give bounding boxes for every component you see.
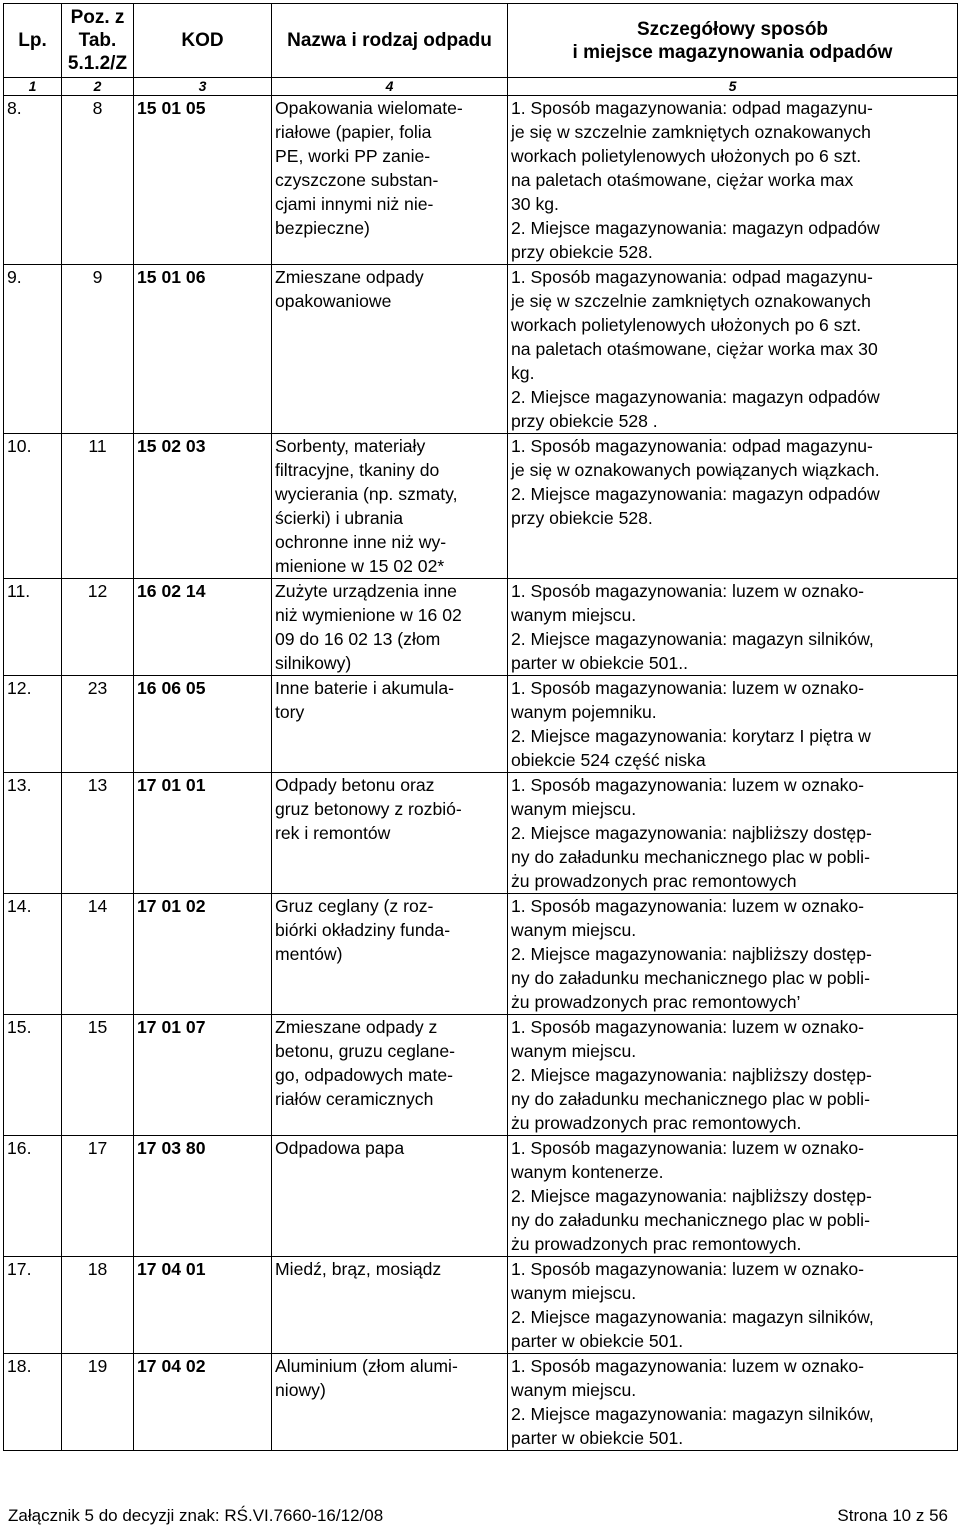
text-line: Inne baterie i akumula- xyxy=(275,678,454,698)
text-line: betonu, gruzu ceglane- xyxy=(275,1041,455,1061)
text-line: ny do załadunku mechanicznego plac w pobli- xyxy=(511,847,870,867)
text-line: je się w szczelnie zamkniętych oznakowanych xyxy=(511,291,871,311)
text-line: 2. Miejsce magazynowania: korytarz I piętra w xyxy=(511,726,871,746)
text-line: przy obiekcie 528 . xyxy=(511,411,658,431)
cell-waste-code: 15 01 05 xyxy=(134,96,272,265)
text-line: Odpady betonu oraz xyxy=(275,775,435,795)
column-number: 2 xyxy=(62,78,134,96)
text-line: wanym kontenerze. xyxy=(511,1162,664,1182)
table-row xyxy=(4,1015,958,1136)
text-line: parter w obiekcie 501. xyxy=(511,1428,684,1448)
text-line: 1. Sposób magazynowania: luzem w oznako- xyxy=(511,1138,865,1158)
text-line: wycierania (np. szmaty, xyxy=(275,484,458,504)
text-line: silnikowy) xyxy=(275,653,352,673)
text-line: 1. Sposób magazynowania: odpad magazynu- xyxy=(511,436,873,456)
cell-waste-code: 17 01 01 xyxy=(134,773,272,894)
text-line: 1. Sposób magazynowania: luzem w oznako- xyxy=(511,581,865,601)
cell-poz: 12 xyxy=(62,579,134,676)
text-line: cjami innymi niż nie- xyxy=(275,194,434,214)
cell-waste-name xyxy=(272,894,508,1015)
cell-lp: 14. xyxy=(4,894,62,1015)
footer-page-number: Strona 10 z 56 xyxy=(837,1506,948,1525)
table-row xyxy=(4,773,958,894)
cell-waste-name xyxy=(272,96,508,265)
cell-storage-method xyxy=(508,1136,958,1257)
column-number: 3 xyxy=(134,78,272,96)
cell-poz: 8 xyxy=(62,96,134,265)
text-line: Tab. xyxy=(78,30,117,51)
text-line: 2. Miejsce magazynowania: najbliższy dostęp- xyxy=(511,944,872,964)
text-line: żu prowadzonych prac remontowych. xyxy=(511,1234,802,1254)
text-line: wanym miejscu. xyxy=(511,605,637,625)
header-name: Nazwa i rodzaj odpadu xyxy=(272,4,508,78)
cell-storage-method xyxy=(508,579,958,676)
cell-poz: 14 xyxy=(62,894,134,1015)
cell-storage-method xyxy=(508,96,958,265)
table-row xyxy=(4,894,958,1015)
text-line: wanym miejscu. xyxy=(511,920,637,940)
table-row xyxy=(4,265,958,434)
text-line: 2. Miejsce magazynowania: magazyn odpadów xyxy=(511,387,880,407)
text-line: 09 do 16 02 13 (złom xyxy=(275,629,441,649)
cell-storage-method xyxy=(508,676,958,773)
cell-lp: 16. xyxy=(4,1136,62,1257)
text-line: 1. Sposób magazynowania: luzem w oznako- xyxy=(511,775,865,795)
text-line: ścierki) i ubrania xyxy=(275,508,404,528)
cell-lp: 18. xyxy=(4,1354,62,1451)
cell-waste-code: 17 01 02 xyxy=(134,894,272,1015)
column-number: 1 xyxy=(4,78,62,96)
cell-poz: 17 xyxy=(62,1136,134,1257)
text-line: 1. Sposób magazynowania: luzem w oznako- xyxy=(511,896,865,916)
cell-lp: 15. xyxy=(4,1015,62,1136)
cell-poz: 11 xyxy=(62,434,134,579)
text-line: workach polietylenowych ułożonych po 6 szt. xyxy=(511,315,862,335)
cell-poz: 9 xyxy=(62,265,134,434)
text-line: żu prowadzonych prac remontowych. xyxy=(511,1113,802,1133)
text-line: kg. xyxy=(511,363,535,383)
text-line: wanym miejscu. xyxy=(511,1283,637,1303)
table-row xyxy=(4,434,958,579)
text-line: 1. Sposób magazynowania: luzem w oznako- xyxy=(511,1017,865,1037)
cell-lp: 13. xyxy=(4,773,62,894)
text-line: gruz betonowy z rozbió- xyxy=(275,799,462,819)
table-header-row xyxy=(4,4,958,78)
text-line: wanym miejscu. xyxy=(511,799,637,819)
cell-lp: 12. xyxy=(4,676,62,773)
text-line: Gruz ceglany (z roz- xyxy=(275,896,434,916)
cell-waste-name xyxy=(272,434,508,579)
text-line: na paletach otaśmowane, ciężar worka max xyxy=(511,170,854,190)
text-line: 2. Miejsce magazynowania: magazyn odpadów xyxy=(511,484,880,504)
text-line: 5.1.2/Z xyxy=(67,53,128,74)
cell-poz: 18 xyxy=(62,1257,134,1354)
text-line: Sorbenty, materiały xyxy=(275,436,426,456)
header-poz xyxy=(62,4,134,78)
header-desc xyxy=(508,4,958,78)
table-row xyxy=(4,96,958,265)
text-line: parter w obiekcie 501. xyxy=(511,1331,684,1351)
text-line: i miejsce magazynowania odpadów xyxy=(572,41,893,63)
text-line: workach polietylenowych ułożonych po 6 szt. xyxy=(511,146,862,166)
cell-waste-name xyxy=(272,773,508,894)
table-row xyxy=(4,1257,958,1354)
text-line: Zużyte urządzenia inne xyxy=(275,581,457,601)
text-line: ny do załadunku mechanicznego plac w pobli- xyxy=(511,968,870,988)
text-line: filtracyjne, tkaniny do xyxy=(275,460,440,480)
cell-waste-code: 17 04 01 xyxy=(134,1257,272,1354)
column-number: 4 xyxy=(272,78,508,96)
cell-waste-code: 16 02 14 xyxy=(134,579,272,676)
footer-reference: Załącznik 5 do decyzji znak: RŚ.VI.7660-16/12/08 xyxy=(8,1506,384,1525)
text-line: 1. Sposób magazynowania: luzem w oznako- xyxy=(511,678,865,698)
text-line: przy obiekcie 528. xyxy=(511,242,653,262)
cell-poz: 19 xyxy=(62,1354,134,1451)
text-line: Opakowania wielomate- xyxy=(275,98,463,118)
cell-waste-code: 16 06 05 xyxy=(134,676,272,773)
cell-waste-name xyxy=(272,1257,508,1354)
cell-waste-code: 15 02 03 xyxy=(134,434,272,579)
cell-lp: 8. xyxy=(4,96,62,265)
text-line: opakowaniowe xyxy=(275,291,392,311)
cell-storage-method xyxy=(508,773,958,894)
waste-storage-table xyxy=(3,3,958,1451)
text-line: przy obiekcie 528. xyxy=(511,508,653,528)
cell-poz: 13 xyxy=(62,773,134,894)
cell-waste-code: 17 04 02 xyxy=(134,1354,272,1451)
text-line: mienione w 15 02 02* xyxy=(275,556,445,576)
text-line: niowy) xyxy=(275,1380,326,1400)
text-line: obiekcie 524 część niska xyxy=(511,750,706,770)
text-line: 2. Miejsce magazynowania: magazyn silników, xyxy=(511,629,874,649)
table-row xyxy=(4,676,958,773)
text-line: 1. Sposób magazynowania: odpad magazynu- xyxy=(511,98,873,118)
text-line: ochronne inne niż wy- xyxy=(275,532,447,552)
text-line: PE, worki PP zanie- xyxy=(275,146,431,166)
text-line: Odpadowa papa xyxy=(275,1138,405,1158)
text-line: 1. Sposób magazynowania: odpad magazynu- xyxy=(511,267,873,287)
cell-waste-name xyxy=(272,1136,508,1257)
cell-waste-code: 17 03 80 xyxy=(134,1136,272,1257)
column-number: 5 xyxy=(508,78,958,96)
text-line: 2. Miejsce magazynowania: magazyn odpadów xyxy=(511,218,880,238)
cell-waste-name xyxy=(272,579,508,676)
text-line: wanym miejscu. xyxy=(511,1380,637,1400)
text-line: 2. Miejsce magazynowania: magazyn silników, xyxy=(511,1307,874,1327)
table-row xyxy=(4,1136,958,1257)
text-line: ny do załadunku mechanicznego plac w pobli- xyxy=(511,1089,870,1109)
header-lp: Lp. xyxy=(4,4,62,78)
text-line: na paletach otaśmowane, ciężar worka max 30 xyxy=(511,339,878,359)
text-line: wanym pojemniku. xyxy=(511,702,657,722)
cell-storage-method xyxy=(508,1015,958,1136)
text-line: czyszczone substan- xyxy=(275,170,439,190)
cell-lp: 17. xyxy=(4,1257,62,1354)
table-row xyxy=(4,1354,958,1451)
text-line: 2. Miejsce magazynowania: magazyn silników, xyxy=(511,1404,874,1424)
text-line: biórki okładziny funda- xyxy=(275,920,451,940)
text-line: bezpieczne) xyxy=(275,218,370,238)
cell-storage-method xyxy=(508,894,958,1015)
text-line: 2. Miejsce magazynowania: najbliższy dostęp- xyxy=(511,1186,872,1206)
cell-waste-name xyxy=(272,1015,508,1136)
text-line: Poz. z xyxy=(70,7,125,28)
cell-storage-method xyxy=(508,1257,958,1354)
cell-lp: 11. xyxy=(4,579,62,676)
text-line: 2. Miejsce magazynowania: najbliższy dostęp- xyxy=(511,823,872,843)
text-line: Zmieszane odpady z xyxy=(275,1017,438,1037)
text-line: 2. Miejsce magazynowania: najbliższy dostęp- xyxy=(511,1065,872,1085)
cell-waste-name xyxy=(272,676,508,773)
text-line: go, odpadowych mate- xyxy=(275,1065,453,1085)
cell-poz: 15 xyxy=(62,1015,134,1136)
text-line: wanym miejscu. xyxy=(511,1041,637,1061)
cell-poz: 23 xyxy=(62,676,134,773)
text-line: żu prowadzonych prac remontowych xyxy=(511,871,797,891)
cell-lp: 9. xyxy=(4,265,62,434)
text-line: niż wymienione w 16 02 xyxy=(275,605,462,625)
text-line: Szczegółowy sposób xyxy=(636,18,829,40)
cell-lp: 10. xyxy=(4,434,62,579)
header-kod: KOD xyxy=(134,4,272,78)
cell-storage-method xyxy=(508,1354,958,1451)
text-line: 1. Sposób magazynowania: luzem w oznako- xyxy=(511,1259,865,1279)
text-line: tory xyxy=(275,702,305,722)
text-line: Aluminium (złom alumi- xyxy=(275,1356,458,1376)
text-line: mentów) xyxy=(275,944,343,964)
text-line: je się w szczelnie zamkniętych oznakowanych xyxy=(511,122,871,142)
cell-storage-method xyxy=(508,265,958,434)
table-row xyxy=(4,579,958,676)
text-line: 1. Sposób magazynowania: luzem w oznako- xyxy=(511,1356,865,1376)
text-line: 30 kg. xyxy=(511,194,559,214)
cell-waste-code: 17 01 07 xyxy=(134,1015,272,1136)
cell-waste-name xyxy=(272,1354,508,1451)
cell-storage-method xyxy=(508,434,958,579)
text-line: ny do załadunku mechanicznego plac w pobli- xyxy=(511,1210,870,1230)
text-line: żu prowadzonych prac remontowych’ xyxy=(511,992,801,1012)
text-line: riałów ceramicznych xyxy=(275,1089,434,1109)
text-line: rek i remontów xyxy=(275,823,391,843)
cell-waste-name xyxy=(272,265,508,434)
text-line: je się w oznakowanych powiązanych wiązkach. xyxy=(511,460,880,480)
text-line: parter w obiekcie 501.. xyxy=(511,653,689,673)
column-number-row xyxy=(4,78,958,96)
cell-waste-code: 15 01 06 xyxy=(134,265,272,434)
text-line: Miedź, brąz, mosiądz xyxy=(275,1259,442,1279)
text-line: Zmieszane odpady xyxy=(275,267,424,287)
text-line: riałowe (papier, folia xyxy=(275,122,432,142)
